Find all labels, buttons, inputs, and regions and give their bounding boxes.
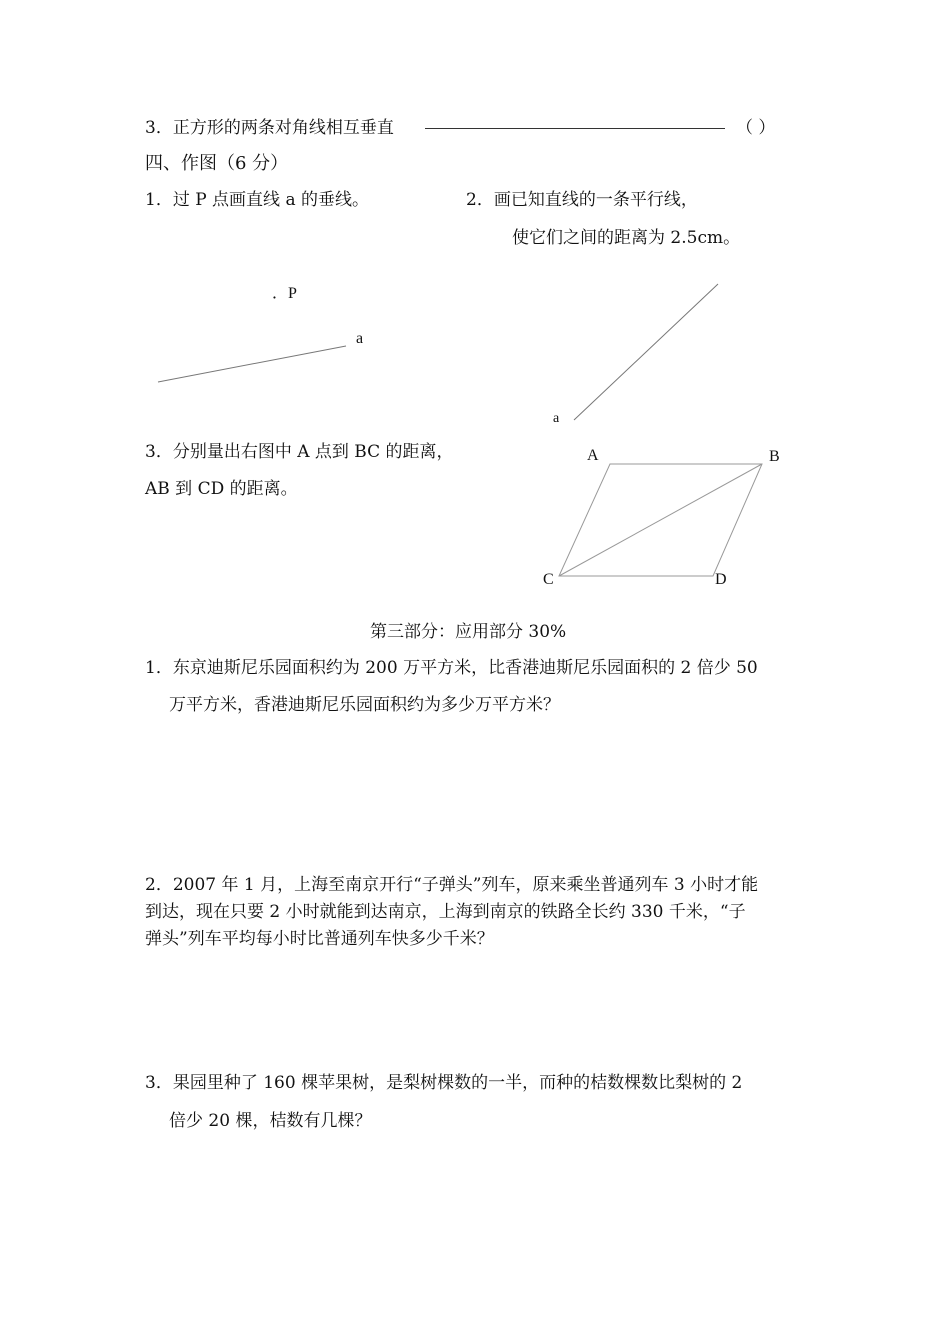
vertex-b-label: B	[769, 448, 780, 465]
application-question-1-line2: 万平方米，香港迪斯尼乐园面积约为多少万平方米？	[169, 695, 560, 715]
line-a-label-q2: a	[553, 411, 560, 426]
point-p-label: ．P	[272, 285, 297, 302]
line-a-q1	[158, 346, 346, 382]
line-a-q2	[574, 284, 718, 420]
application-question-3-line1: 3．果园里种了 160 棵苹果树，是梨树棵数的一半，而种的桔数棵数比梨树的 2	[145, 1073, 743, 1093]
vertex-d-label: D	[715, 571, 727, 588]
line-a-label-q1: a	[356, 330, 364, 347]
tf-question-3: 3．正方形的两条对角线相互垂直	[145, 118, 394, 138]
drawing-question-1: 1．过 P 点画直线 a 的垂线。	[145, 190, 370, 210]
diagonal-bc	[559, 464, 762, 576]
application-question-2-line1: 2．2007 年 1 月，上海至南京开行“子弹头”列车，原来乘坐普通列车 3 小时才能	[145, 875, 759, 895]
section-4-title: 四、作图（6 分）	[145, 153, 289, 174]
drawing-question-3-line2: AB 到 CD 的距离。	[145, 479, 298, 499]
drawing-question-2-line1: 2．画已知直线的一条平行线，	[466, 190, 698, 210]
part-3-title: 第三部分：应用部分 30%	[370, 622, 567, 642]
application-question-1-line1: 1．东京迪斯尼乐园面积约为 200 万平方米，比香港迪斯尼乐园面积的 2 倍少 50	[145, 658, 758, 678]
application-question-2-line3: 弹头”列车平均每小时比普通列车快多少千米？	[145, 929, 494, 949]
drawing-question-2-line2: 使它们之间的距离为 2.5cm。	[512, 228, 741, 248]
vertex-c-label: C	[543, 571, 554, 588]
answer-parentheses: （ ）	[736, 118, 776, 138]
vertex-a-label: A	[587, 447, 599, 464]
application-question-2-line2: 到达，现在只要 2 小时就能到达南京，上海到南京的铁路全长约 330 千米，“子	[145, 902, 746, 922]
application-question-3-line2: 倍少 20 棵，桔数有几棵？	[169, 1111, 372, 1131]
drawing-question-3-line1: 3．分别量出右图中 A 点到 BC 的距离，	[145, 442, 454, 462]
